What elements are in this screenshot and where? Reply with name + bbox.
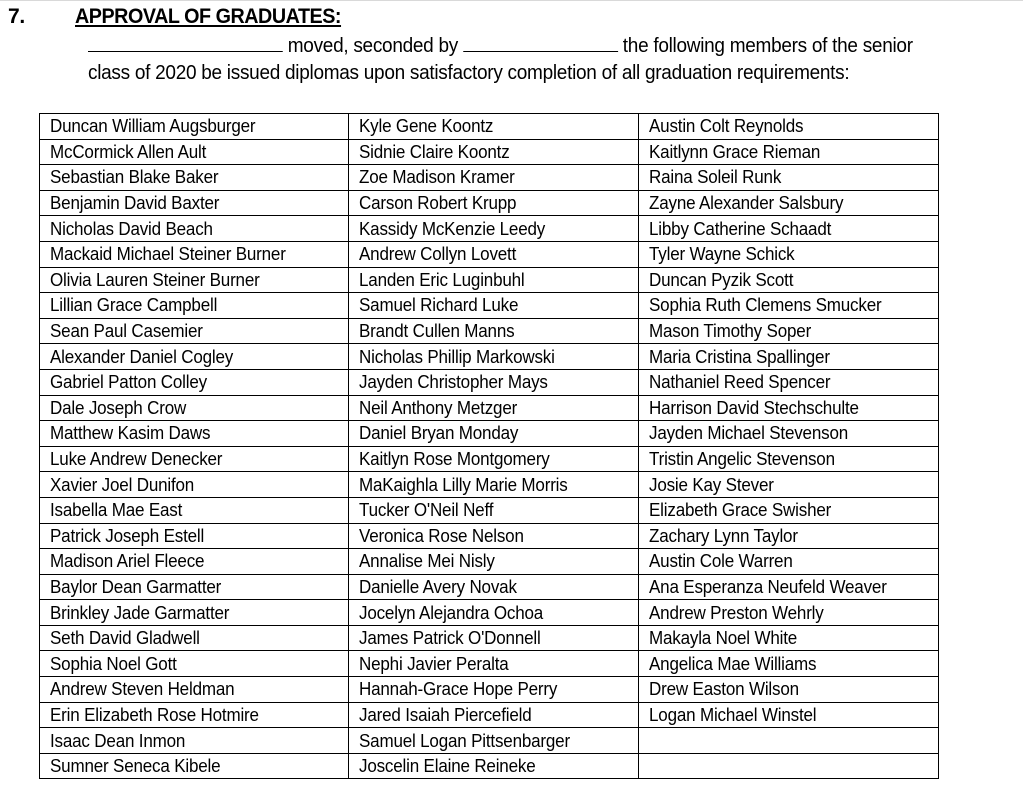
graduate-name: Raina Soleil Runk bbox=[649, 166, 782, 188]
graduate-cell bbox=[349, 190, 639, 216]
graduate-cell bbox=[40, 293, 349, 319]
graduate-name: Sean Paul Casemier bbox=[50, 320, 203, 342]
graduate-cell bbox=[349, 753, 639, 779]
table-row bbox=[40, 472, 939, 498]
motion-line-1 bbox=[88, 33, 972, 60]
graduate-name: Kaitlyn Rose Montgomery bbox=[359, 448, 550, 470]
graduate-name: Sophia Ruth Clemens Smucker bbox=[649, 294, 882, 316]
graduate-name: Drew Easton Wilson bbox=[649, 678, 799, 700]
graduate-name: Samuel Logan Pittsenbarger bbox=[359, 729, 570, 751]
graduate-cell bbox=[40, 523, 349, 549]
graduate-cell bbox=[639, 523, 939, 549]
graduate-cell bbox=[40, 574, 349, 600]
graduate-name: Isaac Dean Inmon bbox=[50, 729, 186, 751]
table-row bbox=[40, 318, 939, 344]
graduate-name: Mason Timothy Soper bbox=[649, 320, 812, 342]
graduate-cell bbox=[349, 702, 639, 728]
graduate-cell bbox=[639, 549, 939, 575]
graduate-name: Ana Esperanza Neufeld Weaver bbox=[649, 575, 887, 597]
graduate-name: Nicholas Phillip Markowski bbox=[359, 345, 555, 367]
graduate-name: Zayne Alexander Salsbury bbox=[649, 192, 844, 214]
graduate-cell bbox=[40, 190, 349, 216]
graduate-cell bbox=[349, 267, 639, 293]
graduate-name: Lillian Grace Campbell bbox=[50, 294, 218, 316]
graduate-cell bbox=[639, 421, 939, 447]
graduate-name: Nathaniel Reed Spencer bbox=[649, 371, 831, 393]
table-row bbox=[40, 677, 939, 703]
section-number: 7. bbox=[8, 5, 25, 28]
graduate-cell bbox=[40, 651, 349, 677]
table-row bbox=[40, 446, 939, 472]
graduate-name: Seth David Gladwell bbox=[50, 627, 200, 649]
graduate-cell bbox=[349, 497, 639, 523]
table-row bbox=[40, 139, 939, 165]
graduate-name: Kaitlynn Grace Rieman bbox=[649, 140, 821, 162]
graduate-name: Jocelyn Alejandra Ochoa bbox=[359, 601, 544, 623]
graduate-name: Jayden Christopher Mays bbox=[359, 371, 548, 393]
graduate-cell bbox=[40, 702, 349, 728]
graduate-cell bbox=[639, 293, 939, 319]
graduate-cell bbox=[40, 497, 349, 523]
table-row bbox=[40, 651, 939, 677]
graduate-name: Mackaid Michael Steiner Burner bbox=[50, 243, 286, 265]
top-rule bbox=[0, 0, 1023, 1]
graduate-name: Brinkley Jade Garmatter bbox=[50, 601, 230, 623]
graduate-cell bbox=[639, 472, 939, 498]
motion-line-2: class of 2020 be issued diplomas upon satisfactory completion of all graduation requirements: bbox=[88, 62, 850, 84]
graduate-cell bbox=[349, 472, 639, 498]
table-row bbox=[40, 190, 939, 216]
table-row bbox=[40, 267, 939, 293]
graduate-cell bbox=[40, 446, 349, 472]
graduate-name: Sidnie Claire Koontz bbox=[359, 140, 510, 162]
graduate-name: Matthew Kasim Daws bbox=[50, 422, 211, 444]
graduate-name: Veronica Rose Nelson bbox=[359, 524, 524, 546]
following-text: the following members of the senior bbox=[617, 35, 913, 57]
graduate-name: Xavier Joel Dunifon bbox=[50, 473, 195, 495]
table-row bbox=[40, 625, 939, 651]
graduate-cell bbox=[349, 549, 639, 575]
graduate-name: MaKaighla Lilly Marie Morris bbox=[359, 473, 568, 495]
graduate-name: Sebastian Blake Baker bbox=[50, 166, 219, 188]
graduate-cell bbox=[349, 395, 639, 421]
graduate-name: Josie Kay Stever bbox=[649, 473, 774, 495]
graduate-name: Neil Anthony Metzger bbox=[359, 396, 518, 418]
graduate-cell bbox=[40, 241, 349, 267]
graduate-name: Jayden Michael Stevenson bbox=[649, 422, 849, 444]
graduate-name: Elizabeth Grace Swisher bbox=[649, 499, 832, 521]
graduate-name: Danielle Avery Novak bbox=[359, 575, 517, 597]
graduate-name: Olivia Lauren Steiner Burner bbox=[50, 268, 260, 290]
graduate-cell bbox=[639, 344, 939, 370]
graduate-cell bbox=[40, 395, 349, 421]
graduate-name: Tristin Angelic Stevenson bbox=[649, 448, 835, 470]
section-heading: APPROVAL OF GRADUATES: bbox=[75, 5, 342, 28]
graduate-cell bbox=[639, 267, 939, 293]
graduate-cell bbox=[349, 139, 639, 165]
graduate-name: Sumner Seneca Kibele bbox=[50, 755, 221, 777]
graduate-name: Samuel Richard Luke bbox=[359, 294, 519, 316]
graduate-name: Harrison David Stechschulte bbox=[649, 396, 859, 418]
graduate-cell bbox=[349, 574, 639, 600]
graduate-name: Andrew Preston Wehrly bbox=[649, 601, 824, 623]
graduate-cell bbox=[349, 651, 639, 677]
graduate-cell bbox=[40, 753, 349, 779]
table-row bbox=[40, 523, 939, 549]
table-row bbox=[40, 497, 939, 523]
table-row bbox=[40, 395, 939, 421]
graduate-name: Alexander Daniel Cogley bbox=[50, 345, 234, 367]
graduate-name: Luke Andrew Denecker bbox=[50, 448, 223, 470]
graduate-cell bbox=[40, 344, 349, 370]
graduate-name: Joscelin Elaine Reineke bbox=[359, 755, 536, 777]
table-row bbox=[40, 728, 939, 754]
graduate-name: Dale Joseph Crow bbox=[50, 396, 187, 418]
graduate-name: Duncan Pyzik Scott bbox=[649, 268, 794, 290]
graduate-cell bbox=[349, 318, 639, 344]
graduate-cell bbox=[639, 677, 939, 703]
graduate-name: Makayla Noel White bbox=[649, 627, 798, 649]
graduate-cell bbox=[40, 677, 349, 703]
graduate-cell bbox=[639, 114, 939, 140]
graduates-table-body bbox=[40, 114, 939, 779]
motion-paragraph bbox=[88, 33, 1018, 87]
graduate-name: Kyle Gene Koontz bbox=[359, 115, 494, 137]
graduate-cell bbox=[639, 728, 939, 754]
graduate-name: Duncan William Augsburger bbox=[50, 115, 256, 137]
graduate-name: Patrick Joseph Estell bbox=[50, 524, 205, 546]
table-row bbox=[40, 702, 939, 728]
graduate-cell bbox=[349, 625, 639, 651]
graduate-name: Tyler Wayne Schick bbox=[649, 243, 795, 265]
graduate-cell bbox=[40, 549, 349, 575]
graduate-cell bbox=[349, 369, 639, 395]
table-row bbox=[40, 600, 939, 626]
graduate-name: Andrew Collyn Lovett bbox=[359, 243, 517, 265]
graduate-cell bbox=[40, 267, 349, 293]
graduate-cell bbox=[40, 216, 349, 242]
graduate-name: Zoe Madison Kramer bbox=[359, 166, 515, 188]
graduate-cell bbox=[40, 600, 349, 626]
graduate-name: James Patrick O'Donnell bbox=[359, 627, 541, 649]
graduate-name: Angelica Mae Williams bbox=[649, 652, 817, 674]
graduate-name: Hannah-Grace Hope Perry bbox=[359, 678, 558, 700]
graduate-cell bbox=[349, 344, 639, 370]
graduate-name: Brandt Cullen Manns bbox=[359, 320, 515, 342]
graduate-cell bbox=[639, 369, 939, 395]
graduate-name: Kassidy McKenzie Leedy bbox=[359, 217, 546, 239]
graduate-cell bbox=[639, 574, 939, 600]
graduate-cell bbox=[349, 241, 639, 267]
graduate-name: Maria Cristina Spallinger bbox=[649, 345, 830, 367]
graduate-cell bbox=[639, 216, 939, 242]
graduate-name: McCormick Allen Ault bbox=[50, 140, 207, 162]
graduate-name: Logan Michael Winstel bbox=[649, 703, 817, 725]
graduate-cell bbox=[349, 165, 639, 191]
table-row bbox=[40, 574, 939, 600]
graduate-name: Zachary Lynn Taylor bbox=[649, 524, 798, 546]
graduate-cell bbox=[639, 318, 939, 344]
graduate-cell bbox=[349, 421, 639, 447]
graduate-cell bbox=[349, 677, 639, 703]
graduate-name: Madison Ariel Fleece bbox=[50, 550, 205, 572]
moved-text: moved, seconded by bbox=[282, 35, 463, 57]
table-row bbox=[40, 216, 939, 242]
table-row bbox=[40, 344, 939, 370]
table-row bbox=[40, 165, 939, 191]
graduate-cell bbox=[639, 446, 939, 472]
graduate-name: Andrew Steven Heldman bbox=[50, 678, 235, 700]
table-row bbox=[40, 241, 939, 267]
graduate-cell bbox=[40, 165, 349, 191]
graduate-cell bbox=[40, 139, 349, 165]
graduate-cell bbox=[40, 472, 349, 498]
graduate-cell bbox=[349, 293, 639, 319]
graduate-cell bbox=[639, 165, 939, 191]
table-row bbox=[40, 293, 939, 319]
table-row bbox=[40, 753, 939, 779]
graduate-name: Landen Eric Luginbuhl bbox=[359, 268, 525, 290]
graduate-name: Tucker O'Neil Neff bbox=[359, 499, 494, 521]
graduate-cell bbox=[639, 497, 939, 523]
graduate-name: Jared Isaiah Piercefield bbox=[359, 703, 532, 725]
graduate-cell bbox=[639, 241, 939, 267]
graduate-cell bbox=[349, 216, 639, 242]
graduate-name: Benjamin David Baxter bbox=[50, 192, 220, 214]
graduate-cell bbox=[40, 318, 349, 344]
graduate-cell bbox=[639, 139, 939, 165]
graduate-cell bbox=[639, 753, 939, 779]
table-row bbox=[40, 369, 939, 395]
graduate-name: Annalise Mei Nisly bbox=[359, 550, 495, 572]
graduates-table bbox=[39, 113, 939, 779]
graduate-cell bbox=[639, 625, 939, 651]
graduate-cell bbox=[639, 651, 939, 677]
graduate-cell bbox=[639, 190, 939, 216]
graduate-name: Daniel Bryan Monday bbox=[359, 422, 519, 444]
graduate-cell bbox=[40, 421, 349, 447]
graduate-name: Isabella Mae East bbox=[50, 499, 183, 521]
table-row bbox=[40, 114, 939, 140]
graduate-name: Sophia Noel Gott bbox=[50, 652, 177, 674]
graduate-name: Nephi Javier Peralta bbox=[359, 652, 509, 674]
graduate-cell bbox=[349, 728, 639, 754]
table-row bbox=[40, 421, 939, 447]
graduate-name: Erin Elizabeth Rose Hotmire bbox=[50, 703, 259, 725]
graduate-cell bbox=[349, 523, 639, 549]
graduate-name: Libby Catherine Schaadt bbox=[649, 217, 832, 239]
graduate-cell bbox=[349, 600, 639, 626]
graduate-cell bbox=[40, 369, 349, 395]
mover-blank[interactable] bbox=[88, 33, 283, 52]
graduate-name: Baylor Dean Garmatter bbox=[50, 575, 222, 597]
graduate-cell bbox=[349, 446, 639, 472]
graduate-cell bbox=[40, 625, 349, 651]
graduate-name: Austin Colt Reynolds bbox=[649, 115, 804, 137]
graduate-name: Carson Robert Krupp bbox=[359, 192, 517, 214]
graduate-name: Nicholas David Beach bbox=[50, 217, 213, 239]
graduate-cell bbox=[639, 600, 939, 626]
graduate-cell bbox=[40, 728, 349, 754]
graduate-cell bbox=[349, 114, 639, 140]
graduate-cell bbox=[639, 395, 939, 421]
graduate-name: Austin Cole Warren bbox=[649, 550, 793, 572]
graduate-cell bbox=[639, 702, 939, 728]
graduate-name: Gabriel Patton Colley bbox=[50, 371, 207, 393]
seconder-blank[interactable] bbox=[463, 33, 618, 52]
graduate-cell bbox=[40, 114, 349, 140]
table-row bbox=[40, 549, 939, 575]
